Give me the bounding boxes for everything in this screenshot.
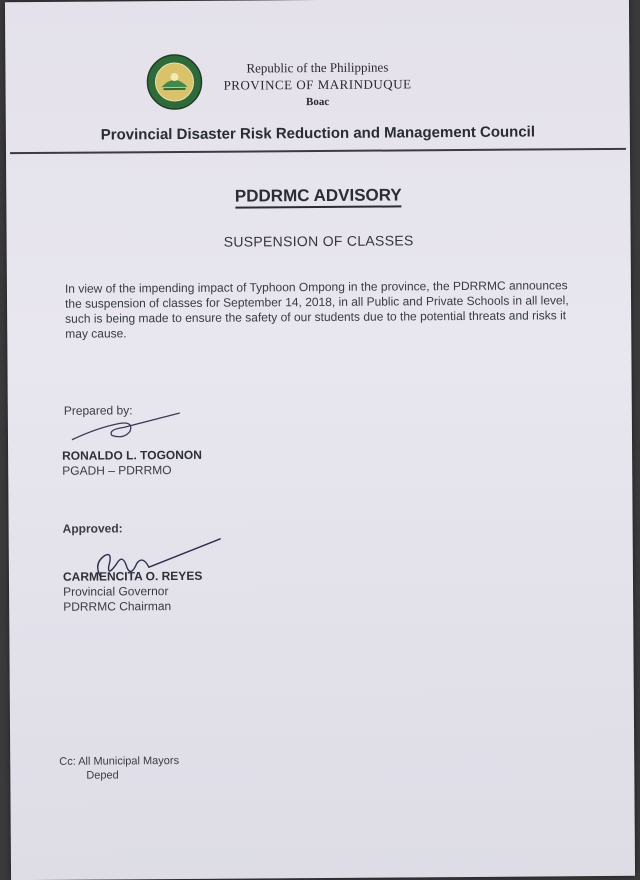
advisory-subject: SUSPENSION OF CLASSES: [223, 232, 414, 250]
advisory-title: [6, 184, 630, 208]
preparer-name: RONALDO L. TOGONON: [62, 447, 202, 463]
approver-position: Provincial Governor: [63, 584, 169, 599]
approver-role: PDRRMC Chairman: [63, 599, 172, 614]
header-province: PROVINCE OF MARINDUQUE: [223, 76, 412, 93]
header-divider: [10, 148, 626, 154]
approver-name: CARMENCITA O. REYES: [62, 568, 203, 584]
council-name: Provincial Disaster Risk Reduction and Management Council: [100, 123, 536, 144]
advisory-title-text: PDDRMC ADVISORY: [235, 185, 402, 208]
approved-label: Approved:: [62, 521, 123, 536]
preparer-signature: [68, 409, 188, 446]
preparer-position: PGADH – PDRRMO: [62, 463, 172, 478]
cc-recipients: Cc: All Municipal Mayors: [59, 754, 180, 768]
header-town: Boac: [305, 95, 330, 109]
header-republic: Republic of the Philippines: [246, 59, 389, 76]
advisory-body: In view of the impending impact of Typhoon Ompong in the province, the PDRRMC announces the suspension of classes for September 14, 2018, in all Public and Private Schools in all level, such is being made to ensure the safety of our students due to the potential threats and risks it may cause.: [64, 278, 569, 341]
cc-recipient-deped: Deped: [86, 769, 119, 782]
document-page: [5, 0, 635, 880]
prepared-by-label: Prepared by:: [63, 403, 133, 418]
